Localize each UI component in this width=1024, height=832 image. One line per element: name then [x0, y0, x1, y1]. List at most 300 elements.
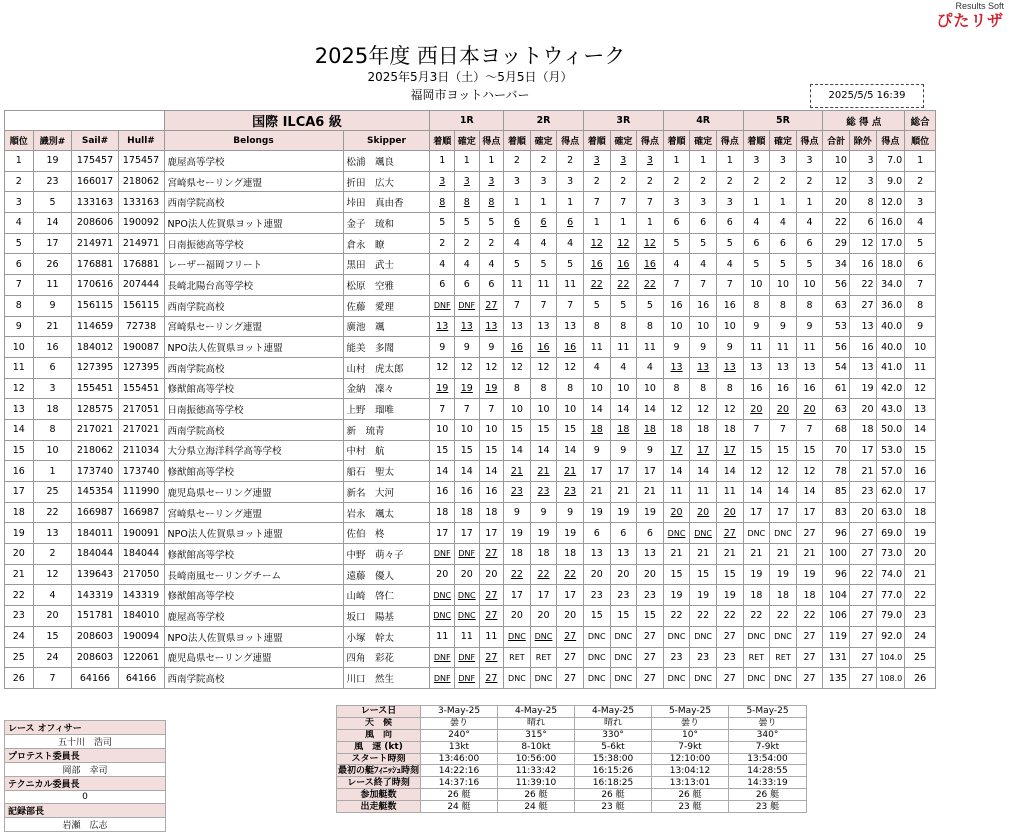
exclude-cell: 27 [849, 523, 876, 544]
belongs-cell: 日南振徳高等学校 [164, 233, 343, 254]
finish-cell: 19 [504, 523, 531, 544]
points-cell: 15 [637, 606, 664, 627]
confirm-cell: 6 [690, 213, 717, 234]
finish-cell: 17 [504, 585, 531, 606]
exclude-cell: 22 [849, 564, 876, 585]
points-cell: 20 [557, 606, 584, 627]
finish-cell: 20 [743, 399, 770, 420]
points-cell: 20 [479, 564, 504, 585]
confirm-cell: 5 [690, 233, 717, 254]
score-cell: 73.0 [876, 544, 905, 565]
hull-cell: 64166 [118, 668, 164, 689]
finish-cell: 11 [583, 337, 610, 358]
points-cell: 5 [796, 254, 823, 275]
finish-cell: 1 [504, 192, 531, 213]
col-finish: 着順 [504, 131, 531, 151]
confirm-cell: 8 [770, 295, 797, 316]
points-cell: 12 [479, 357, 504, 378]
finish-cell: 13 [430, 316, 455, 337]
score-cell: 79.0 [876, 606, 905, 627]
condition-value: 26 艇 [498, 789, 575, 801]
belongs-cell: 大分県立海洋科学高等学校 [164, 440, 343, 461]
condition-value: 330° [575, 729, 652, 741]
condition-label: 風 向 [337, 729, 421, 741]
finish-cell: 11 [663, 482, 690, 503]
table-row [5, 316, 936, 337]
confirm-cell: 12 [455, 357, 480, 378]
finish-cell: 6 [430, 275, 455, 296]
official-name: 岡部 幸司 [5, 763, 166, 777]
sail-cell: 170616 [72, 275, 118, 296]
confirm-cell: 20 [610, 564, 637, 585]
points-cell: 14 [637, 399, 664, 420]
col-sum: 合計 [823, 131, 850, 151]
finish-cell: 3 [583, 151, 610, 172]
sum-cell: 135 [823, 668, 850, 689]
points-cell: 17 [479, 523, 504, 544]
confirm-cell: 4 [690, 254, 717, 275]
condition-value: 240° [421, 729, 498, 741]
confirm-cell: 3 [690, 192, 717, 213]
finish-cell: DNC [663, 668, 690, 689]
id-cell: 10 [33, 440, 72, 461]
overall-header: 総合 [905, 111, 936, 131]
score-cell: 42.0 [876, 378, 905, 399]
points-cell: 14 [557, 440, 584, 461]
confirm-cell: 2 [690, 171, 717, 192]
points-cell: 17 [557, 585, 584, 606]
results-table [4, 110, 936, 689]
rank-cell: 12 [5, 378, 34, 399]
race-header-1: 1R [430, 111, 504, 131]
header-row-2 [5, 131, 936, 151]
sum-cell: 29 [823, 233, 850, 254]
finish-cell: 7 [504, 295, 531, 316]
sum-cell: 61 [823, 378, 850, 399]
finish-cell: DNF [430, 647, 455, 668]
confirm-cell: 1 [530, 192, 557, 213]
col-finish: 着順 [430, 131, 455, 151]
overall-rank-cell: 21 [905, 564, 936, 585]
rank-cell: 25 [5, 647, 34, 668]
finish-cell: 9 [743, 316, 770, 337]
hull-cell: 214971 [118, 233, 164, 254]
points-cell: 19 [479, 378, 504, 399]
finish-cell: 16 [663, 295, 690, 316]
sum-cell: 78 [823, 461, 850, 482]
points-cell: 14 [716, 461, 743, 482]
finish-cell: 15 [743, 440, 770, 461]
points-cell: 16 [716, 295, 743, 316]
official-name-row [5, 735, 166, 749]
confirm-cell: 7 [770, 419, 797, 440]
sail-cell: 217021 [72, 419, 118, 440]
exclude-cell: 27 [849, 668, 876, 689]
points-cell: 13 [637, 544, 664, 565]
race-conditions-table [336, 705, 807, 813]
overall-rank-cell: 5 [905, 233, 936, 254]
score-cell: 92.0 [876, 626, 905, 647]
exclude-cell: 16 [849, 337, 876, 358]
condition-label: 参加艇数 [337, 789, 421, 801]
confirm-cell: 18 [770, 585, 797, 606]
points-cell: 2 [796, 171, 823, 192]
id-cell: 11 [33, 275, 72, 296]
condition-value: 14:28:55 [729, 765, 807, 777]
exclude-cell: 27 [849, 606, 876, 627]
hull-cell: 166987 [118, 502, 164, 523]
official-role-row [5, 721, 166, 735]
brand-logo [936, 2, 1004, 29]
finish-cell: 23 [504, 482, 531, 503]
points-cell: 1 [637, 213, 664, 234]
points-cell: 11 [716, 482, 743, 503]
skipper-cell: 四角 彩花 [343, 647, 430, 668]
points-cell: 6 [716, 213, 743, 234]
confirm-cell: 21 [610, 482, 637, 503]
points-cell: 23 [557, 482, 584, 503]
skipper-cell: 松原 空雅 [343, 275, 430, 296]
points-cell: 27 [716, 668, 743, 689]
points-cell: 15 [716, 564, 743, 585]
sail-cell: 166017 [72, 171, 118, 192]
sum-cell: 63 [823, 399, 850, 420]
score-cell: 34.0 [876, 275, 905, 296]
confirm-cell: 20 [455, 564, 480, 585]
header-row-1 [5, 111, 936, 131]
sail-cell: 208603 [72, 647, 118, 668]
points-cell: 9 [479, 337, 504, 358]
confirm-cell: 15 [690, 564, 717, 585]
confirm-cell: 18 [530, 544, 557, 565]
sum-cell: 56 [823, 337, 850, 358]
finish-cell: 4 [504, 233, 531, 254]
confirm-cell: 14 [690, 461, 717, 482]
finish-cell: 5 [430, 213, 455, 234]
finish-cell: DNC [743, 523, 770, 544]
col-confirm: 確定 [690, 131, 717, 151]
exclude-cell: 3 [849, 151, 876, 172]
overall-rank-cell: 22 [905, 585, 936, 606]
finish-cell: 15 [430, 440, 455, 461]
skipper-cell: 松浦 颯良 [343, 151, 430, 172]
points-cell: 9 [557, 502, 584, 523]
finish-cell: 10 [583, 378, 610, 399]
confirm-cell: 8 [690, 378, 717, 399]
rank-cell: 5 [5, 233, 34, 254]
sail-cell: 184011 [72, 523, 118, 544]
skipper-cell: 中野 萌々子 [343, 544, 430, 565]
finish-cell: 14 [663, 461, 690, 482]
finish-cell: DNC [504, 626, 531, 647]
id-cell: 8 [33, 419, 72, 440]
skipper-cell: 能美 多聞 [343, 337, 430, 358]
condition-label: 天 候 [337, 717, 421, 729]
confirm-cell: 1 [770, 192, 797, 213]
finish-cell: 11 [504, 275, 531, 296]
table-row [5, 647, 936, 668]
points-cell: 6 [796, 233, 823, 254]
finish-cell: DNF [430, 544, 455, 565]
belongs-cell: 修猷館高等学校 [164, 461, 343, 482]
exclude-cell: 20 [849, 399, 876, 420]
sum-cell: 54 [823, 357, 850, 378]
points-cell: 27 [796, 668, 823, 689]
rank-cell: 21 [5, 564, 34, 585]
points-cell: 11 [557, 275, 584, 296]
id-cell: 20 [33, 606, 72, 627]
points-cell: 13 [557, 316, 584, 337]
belongs-cell: 西南学院高校 [164, 668, 343, 689]
points-cell: 14 [796, 482, 823, 503]
score-cell: 62.0 [876, 482, 905, 503]
sum-cell: 96 [823, 523, 850, 544]
points-cell: 5 [557, 254, 584, 275]
points-cell: 11 [796, 337, 823, 358]
id-cell: 9 [33, 295, 72, 316]
finish-cell: DNC [743, 626, 770, 647]
finish-cell: 2 [583, 171, 610, 192]
belongs-cell: 鹿児島県セーリング連盟 [164, 647, 343, 668]
col-overall-rank: 順位 [905, 131, 936, 151]
belongs-cell: NPO法人佐賀県ヨット連盟 [164, 523, 343, 544]
confirm-cell: 16 [770, 378, 797, 399]
id-cell: 17 [33, 233, 72, 254]
col-points: 得点 [796, 131, 823, 151]
finish-cell: 1 [743, 192, 770, 213]
skipper-cell: 山村 虎太郎 [343, 357, 430, 378]
finish-cell: 7 [583, 192, 610, 213]
skipper-cell: 新 琉青 [343, 419, 430, 440]
finish-cell: 19 [663, 585, 690, 606]
finish-cell: 1 [583, 213, 610, 234]
exclude-cell: 12 [849, 233, 876, 254]
finish-cell: 8 [583, 316, 610, 337]
confirm-cell: 13 [770, 357, 797, 378]
class-name: 国際 ILCA6 級 [164, 111, 430, 131]
table-row [5, 254, 936, 275]
points-cell: 27 [796, 647, 823, 668]
confirm-cell: 8 [530, 378, 557, 399]
confirm-cell: 19 [455, 378, 480, 399]
confirm-cell: 2 [770, 171, 797, 192]
finish-cell: 15 [504, 419, 531, 440]
belongs-cell: NPO法人佐賀県ヨット連盟 [164, 626, 343, 647]
hull-cell: 184010 [118, 606, 164, 627]
col-points: 得点 [479, 131, 504, 151]
rank-cell: 11 [5, 357, 34, 378]
skipper-cell: 佐藤 愛理 [343, 295, 430, 316]
overall-rank-cell: 12 [905, 378, 936, 399]
finish-cell: RET [743, 647, 770, 668]
confirm-cell: 11 [690, 482, 717, 503]
finish-cell: 16 [583, 254, 610, 275]
overall-rank-cell: 4 [905, 213, 936, 234]
confirm-cell: 17 [690, 440, 717, 461]
rank-cell: 6 [5, 254, 34, 275]
exclude-cell: 27 [849, 585, 876, 606]
points-cell: 6 [479, 275, 504, 296]
points-cell: 27 [479, 606, 504, 627]
id-cell: 26 [33, 254, 72, 275]
total-header: 総 得 点 [823, 111, 905, 131]
sail-cell: 184044 [72, 544, 118, 565]
exclude-cell: 8 [849, 192, 876, 213]
confirm-cell: 4 [770, 213, 797, 234]
id-cell: 25 [33, 482, 72, 503]
table-row [5, 440, 936, 461]
points-cell: 18 [479, 502, 504, 523]
condition-value: 5-May-25 [652, 706, 729, 718]
confirm-cell: 10 [610, 378, 637, 399]
finish-cell: 2 [430, 233, 455, 254]
hull-cell: 176881 [118, 254, 164, 275]
official-name: 0 [5, 791, 166, 804]
condition-value: 晴れ [575, 717, 652, 729]
id-cell: 1 [33, 461, 72, 482]
event-dates: 2025年5月3日（土）～5月5日（月） [367, 70, 573, 84]
confirm-cell: 1 [455, 151, 480, 172]
points-cell: 22 [557, 564, 584, 585]
confirm-cell: 6 [530, 213, 557, 234]
hull-cell: 190087 [118, 337, 164, 358]
finish-cell: 6 [583, 523, 610, 544]
finish-cell: 7 [430, 399, 455, 420]
id-cell: 19 [33, 151, 72, 172]
points-cell: 8 [716, 378, 743, 399]
confirm-cell: 21 [530, 461, 557, 482]
official-role: 記録部長 [5, 803, 166, 817]
points-cell: 27 [637, 626, 664, 647]
rank-cell: 10 [5, 337, 34, 358]
points-cell: 27 [479, 544, 504, 565]
score-cell: 57.0 [876, 461, 905, 482]
rank-cell: 13 [5, 399, 34, 420]
sum-cell: 119 [823, 626, 850, 647]
confirm-cell: DNC [770, 626, 797, 647]
points-cell: 6 [557, 213, 584, 234]
sail-cell: 133163 [72, 192, 118, 213]
finish-cell: 14 [504, 440, 531, 461]
finish-cell: 19 [743, 564, 770, 585]
finish-cell: 21 [504, 461, 531, 482]
points-cell: 27 [479, 295, 504, 316]
overall-rank-cell: 2 [905, 171, 936, 192]
finish-cell: 4 [743, 213, 770, 234]
confirm-cell: 7 [610, 192, 637, 213]
brand-line2: ぴたリザ [936, 11, 1004, 30]
condition-row [337, 765, 807, 777]
hull-cell: 111990 [118, 482, 164, 503]
finish-cell: DNF [430, 295, 455, 316]
score-cell: 50.0 [876, 419, 905, 440]
points-cell: 15 [557, 419, 584, 440]
condition-value: 13:46:00 [421, 753, 498, 765]
finish-cell: 5 [663, 233, 690, 254]
col-points: 得点 [557, 131, 584, 151]
sail-cell: 139643 [72, 564, 118, 585]
official-name: 五十川 浩司 [5, 735, 166, 749]
points-cell: 19 [716, 585, 743, 606]
condition-label: 出走艇数 [337, 801, 421, 813]
points-cell: 27 [716, 523, 743, 544]
finish-cell: 13 [743, 357, 770, 378]
score-cell: 104.0 [876, 647, 905, 668]
id-cell: 7 [33, 668, 72, 689]
confirm-cell: 9 [690, 337, 717, 358]
sum-cell: 12 [823, 171, 850, 192]
finish-cell: 14 [583, 399, 610, 420]
points-cell: 7 [716, 275, 743, 296]
belongs-cell: 修猷館高等学校 [164, 378, 343, 399]
finish-cell: 6 [504, 213, 531, 234]
points-cell: 13 [716, 357, 743, 378]
confirm-cell: 19 [610, 502, 637, 523]
skipper-cell: 川口 然生 [343, 668, 430, 689]
rank-cell: 2 [5, 171, 34, 192]
table-row [5, 585, 936, 606]
points-cell: 3 [796, 151, 823, 172]
confirm-cell: 20 [770, 399, 797, 420]
points-cell: 5 [716, 233, 743, 254]
score-cell: 108.0 [876, 668, 905, 689]
points-cell: 23 [716, 647, 743, 668]
score-cell: 77.0 [876, 585, 905, 606]
condition-value: 26 艇 [729, 789, 807, 801]
confirm-cell: DNC [690, 626, 717, 647]
table-row [5, 192, 936, 213]
overall-rank-cell: 25 [905, 647, 936, 668]
confirm-cell: 3 [610, 151, 637, 172]
finish-cell: 20 [504, 606, 531, 627]
rank-cell: 8 [5, 295, 34, 316]
exclude-cell: 27 [849, 544, 876, 565]
id-cell: 6 [33, 357, 72, 378]
col-finish: 着順 [583, 131, 610, 151]
finish-cell: 11 [743, 337, 770, 358]
col-confirm: 確定 [455, 131, 480, 151]
confirm-cell: RET [770, 647, 797, 668]
finish-cell: 5 [743, 254, 770, 275]
table-row [5, 233, 936, 254]
belongs-cell: 西南学院高校 [164, 192, 343, 213]
confirm-cell: 1 [690, 151, 717, 172]
confirm-cell: 16 [690, 295, 717, 316]
overall-rank-cell: 20 [905, 544, 936, 565]
finish-cell: 4 [663, 254, 690, 275]
id-cell: 16 [33, 337, 72, 358]
confirm-cell: 13 [530, 316, 557, 337]
official-name-row [5, 817, 166, 831]
finish-cell: 21 [663, 544, 690, 565]
table-row [5, 171, 936, 192]
exclude-cell: 13 [849, 316, 876, 337]
confirm-cell: 9 [770, 316, 797, 337]
confirm-cell: DNC [610, 668, 637, 689]
condition-value: 23 艇 [652, 801, 729, 813]
finish-cell: 21 [583, 482, 610, 503]
points-cell: 2 [557, 151, 584, 172]
sail-cell: 155451 [72, 378, 118, 399]
confirm-cell: 11 [455, 626, 480, 647]
condition-value: 晴れ [498, 717, 575, 729]
overall-rank-cell: 13 [905, 399, 936, 420]
confirm-cell: 2 [455, 233, 480, 254]
hull-cell: 218062 [118, 171, 164, 192]
hull-cell: 127395 [118, 357, 164, 378]
hull-cell: 190092 [118, 213, 164, 234]
finish-cell: 8 [430, 192, 455, 213]
